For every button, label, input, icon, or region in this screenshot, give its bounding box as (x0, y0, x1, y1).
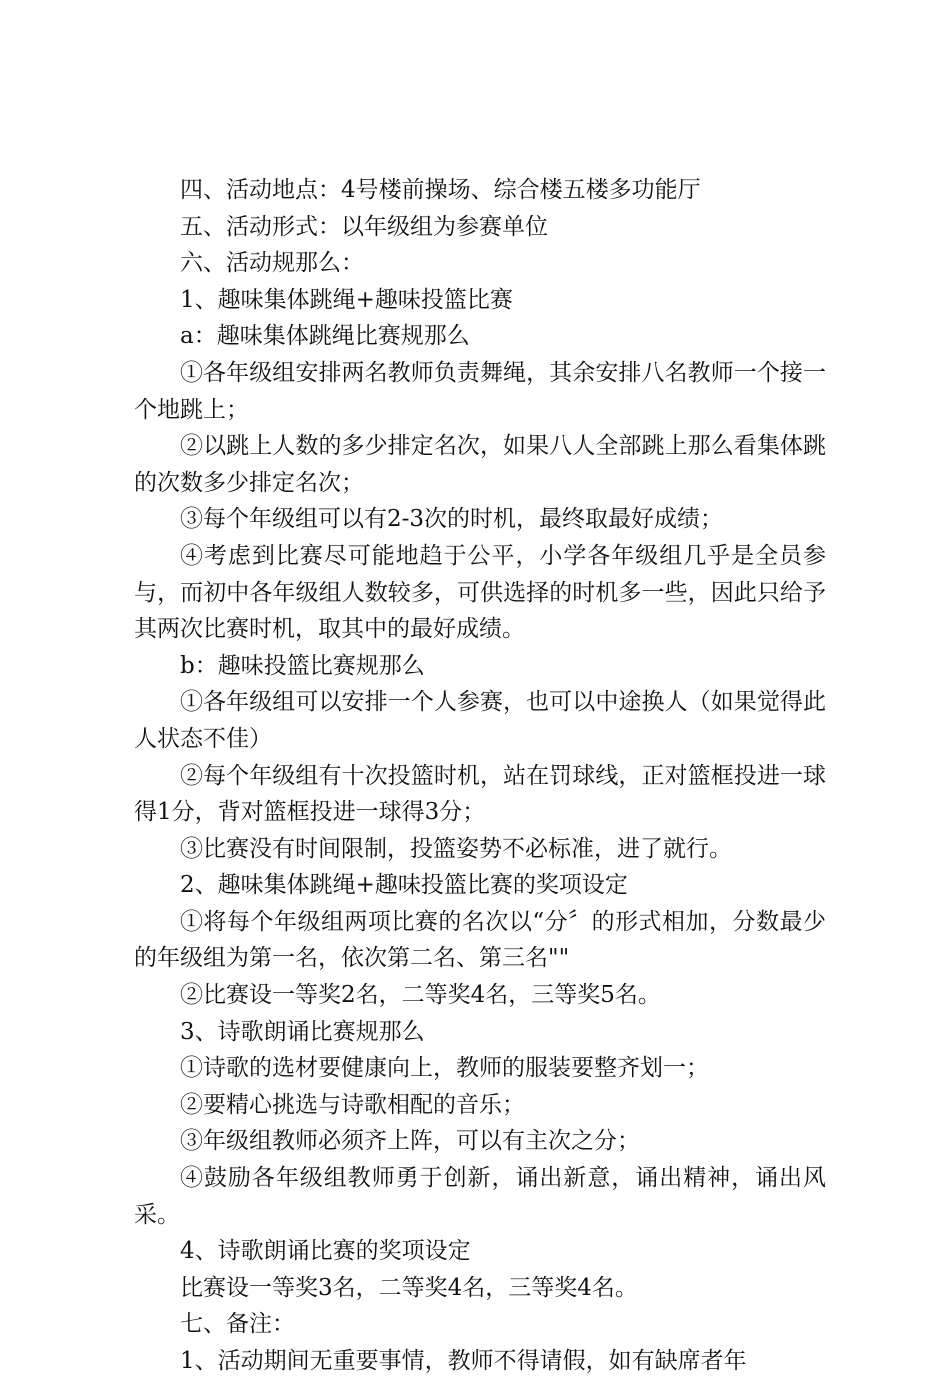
rule-item: ④鼓励各年级组教师勇于创新，诵出新意，诵出精神，诵出风采。 (134, 1165, 826, 1228)
section-heading-notes: 七、备注： (180, 1311, 295, 1338)
subsection-heading-awards-2: 4、诗歌朗诵比赛的奖项设定 (180, 1238, 471, 1265)
subsection-heading-rope-basketball: 1、趣味集体跳绳+趣味投篮比赛 (180, 286, 513, 313)
subsection-heading-poetry-rules: 3、诗歌朗诵比赛规那么 (180, 1018, 425, 1045)
rule-item: ①诗歌的选材要健康向上，教师的服装要整齐划一； (180, 1055, 709, 1082)
rule-item: ④考虑到比赛尽可能地趋于公平，小学各年级组几乎是全员参与，而初中各年级组人数较多，可供选择的时机多一些，因此只给予其两次比赛时机，取其中的最好成绩。 (134, 542, 826, 643)
note-item: 1、活动期间无重要事情，教师不得请假，如有缺席者年 (180, 1348, 747, 1374)
rule-heading-basketball: b：趣味投篮比赛规那么 (180, 652, 425, 679)
rule-item: ②每个年级组有十次投篮时机，站在罚球线，正对篮框投进一球得1分，背对篮框投进一球得3分； (134, 762, 826, 826)
rule-item: ②要精心挑选与诗歌相配的音乐； (180, 1091, 525, 1118)
rule-item: ①将每个年级组两项比赛的名次以“分〞的形式相加，分数最少的年级组为第一名，依次第二名、第三名"" (134, 908, 826, 972)
rule-heading-rope: a：趣味集体跳绳比赛规那么 (180, 323, 470, 350)
rule-item: 比赛设一等奖3名，二等奖4名，三等奖4名。 (180, 1274, 638, 1301)
section-heading-rules: 六、活动规那么： (180, 250, 364, 277)
rule-item: ②以跳上人数的多少排定名次，如果八人全部跳上那么看集体跳的次数多少排定名次； (134, 433, 826, 496)
subsection-heading-awards-1: 2、趣味集体跳绳+趣味投篮比赛的奖项设定 (180, 872, 628, 899)
rule-item: ③年级组教师必须齐上阵，可以有主次之分； (180, 1128, 640, 1155)
rule-item: ①各年级组安排两名教师负责舞绳，其余安排八名教师一个接一个地跳上； (134, 359, 826, 423)
rule-item: ③比赛没有时间限制，投篮姿势不必标准，进了就行。 (180, 835, 732, 862)
document-body (134, 172, 826, 1380)
section-heading-format: 五、活动形式：以年级组为参赛单位 (180, 213, 548, 240)
rule-item: ③每个年级组可以有2-3次的时机，最终取最好成绩； (180, 506, 724, 533)
rule-item: ②比赛设一等奖2名，二等奖4名，三等奖5名。 (180, 982, 661, 1009)
rule-item: ①各年级组可以安排一个人参赛，也可以中途换人（如果觉得此人状态不佳） (134, 689, 826, 752)
section-heading-location: 四、活动地点：4号楼前操场、综合楼五楼多功能厅 (180, 177, 701, 203)
